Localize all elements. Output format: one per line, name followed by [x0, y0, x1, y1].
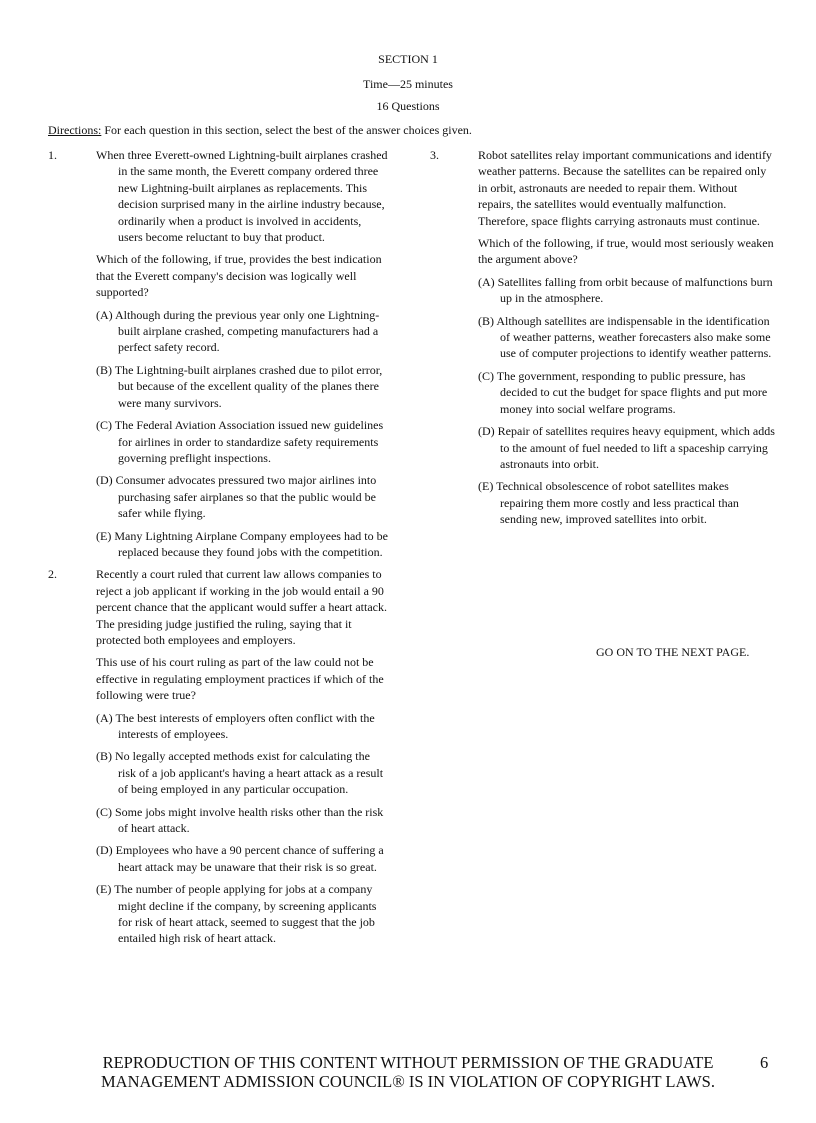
answer-choice-c[interactable]: (C) Some jobs might involve health risks other than the risk of heart attack. — [96, 804, 384, 836]
answer-choice-d[interactable]: (D) Repair of satellites requires heavy equipment, which adds to the amount of fuel needed to lift a spaceship carrying astronauts into orbit. — [478, 424, 775, 471]
section-time: Time—25 minutes — [363, 77, 453, 91]
question-number: 3. — [430, 148, 439, 162]
answer-choice-a[interactable]: (A) Although during the previous year only one Lightning-built airplane crashed, competing manufacturers had a perfect safety record. — [96, 307, 380, 355]
answer-choice-d[interactable]: (D) Employees who have a 90 percent chance of suffering a heart attack may be unaware that their risk is so great. — [96, 843, 384, 874]
directions-text: For each question in this section, select the best of the answer choices given. — [101, 123, 472, 137]
answer-choice-b[interactable]: (B) The Lightning-built airplanes crashed due to pilot error, but because of the excellent quality of the planes there were many survivors. — [96, 362, 383, 410]
copyright-line-1: REPRODUCTION OF THIS CONTENT WITHOUT PERMISSION OF THE GRADUATE — [102, 1053, 714, 1072]
answer-choice-d[interactable]: (D) Consumer advocates pressured two major airlines into purchasing safer airplanes so that the public would be safer while flying. — [96, 473, 377, 521]
directions — [48, 123, 472, 138]
answer-choice-e[interactable]: (E) Technical obsolescence of robot satellites makes repairing them more costly and less practical than sending new, improved satellites into orbit. — [478, 479, 739, 527]
answer-choice-b[interactable]: (B) Although satellites are indispensable in the identification of weather patterns, weather forecasters also make some use of computer projections to identify weather patterns. — [478, 313, 772, 361]
question-number: 1. — [48, 148, 57, 162]
answer-choice-e[interactable]: (E) Many Lightning Airplane Company employees had to be replaced because they found jobs with the competition. — [96, 528, 388, 559]
question-prompt: Which of the following, if true, would most seriously weaken the argument above? — [478, 236, 774, 267]
answer-choice-c[interactable]: (C) The government, responding to public pressure, has decided to cut the budget for space flights and put more money into social welfare programs. — [478, 368, 768, 416]
page-number: 6 — [760, 1053, 769, 1072]
question-stem: Recently a court ruled that current law allows companies to reject a job applicant if working in the job would entail a 90 percent chance that the applicant would suffer a heart attack. The presiding judge justified the ruling, saying that it protected both employees and employers. — [96, 567, 387, 647]
copyright-line-2: MANAGEMENT ADMISSION COUNCIL® IS IN VIOLATION OF COPYRIGHT LAWS. — [101, 1072, 715, 1091]
section-question-count: 16 Questions — [376, 99, 440, 113]
copyright-footer — [0, 1053, 816, 1091]
answer-choice-e[interactable]: (E) The number of people applying for jobs at a company might decline if the company, by screening applicants for risk of heart attack, seemed to suggest that the job entailed high risk of heart attack. — [96, 882, 377, 946]
answer-choice-a[interactable]: (A) The best interests of employers often conflict with the interests of employees. — [96, 710, 375, 741]
question-1 — [48, 147, 388, 560]
question-2 — [48, 566, 388, 947]
question-prompt: Which of the following, if true, provides the best indication that the Everett company's decision was logically well supported? — [96, 252, 382, 300]
question-stem: When three Everett-owned Lightning-built airplanes crashed in the same month, the Everett company ordered three new Lightning-built airplanes as replacements. This decision surprised many in the airline industry because, ordinarily when a product is involved in accidents, users become reluctant to buy that product. — [96, 148, 388, 245]
right-column — [430, 147, 775, 534]
question-number: 2. — [48, 567, 57, 582]
question-3 — [430, 147, 775, 528]
go-on-notice: GO ON TO THE NEXT PAGE. — [596, 645, 750, 659]
directions-label: Directions: — [48, 123, 102, 137]
answer-choice-a[interactable]: (A) Satellites falling from orbit because of malfunctions burn up in the atmosphere. — [478, 274, 773, 306]
answer-choice-c[interactable]: (C) The Federal Aviation Association issued new guidelines for airlines in order to standardize safety requirements governing preflight inspections. — [96, 418, 384, 465]
question-stem: Robot satellites relay important communications and identify weather patterns. Because the satellites can be repaired only in orbit, astronauts are needed to repair them. Without repairs, the satellites would eventually malfunction. Therefore, space flights carrying astronauts must continue. — [478, 148, 772, 228]
answer-choice-b[interactable]: (B) No legally accepted methods exist for calculating the risk of a job applicant's having a heart attack as a result of being employed in any particular occupation. — [96, 749, 384, 797]
question-prompt: This use of his court ruling as part of the law could not be effective in regulating employment practices if which of the following were true? — [96, 655, 384, 703]
section-title: SECTION 1 — [378, 52, 438, 66]
left-column — [48, 147, 388, 953]
